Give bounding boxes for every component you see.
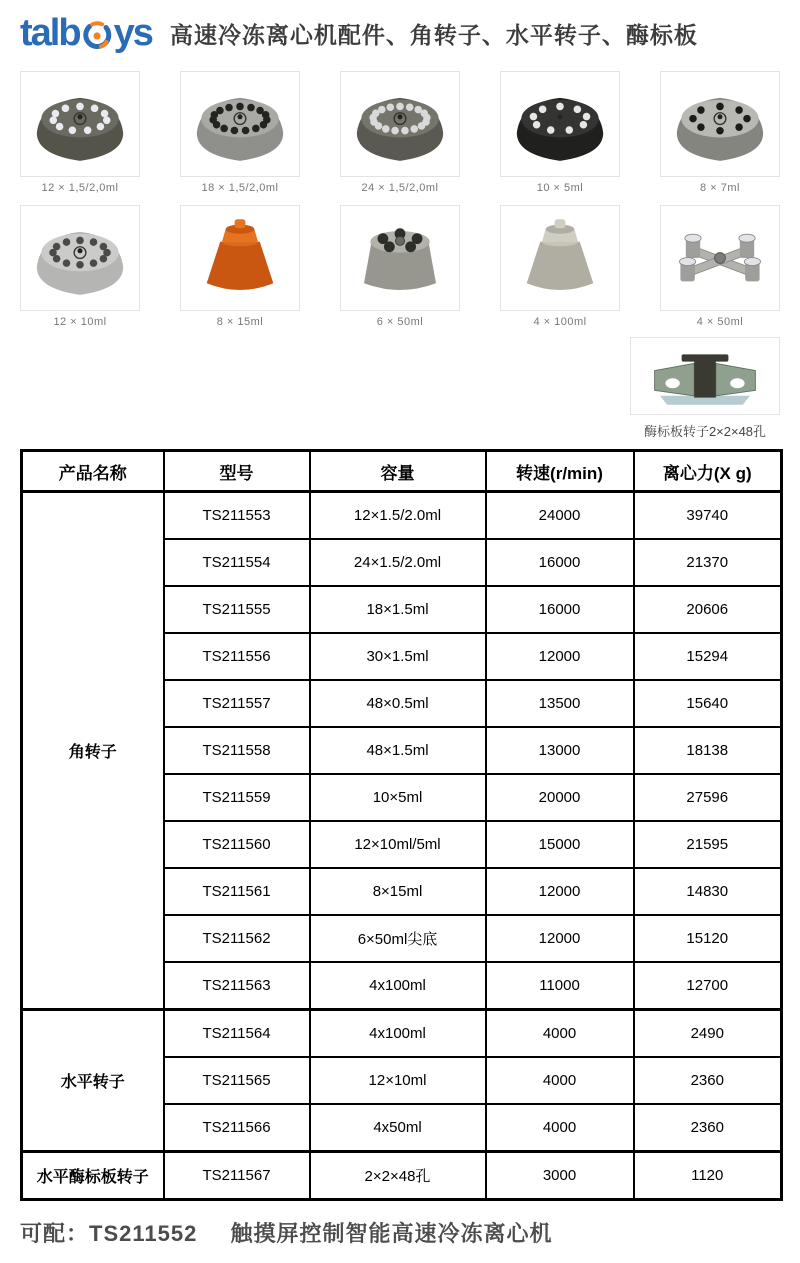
force-cell: 27596 [634, 774, 782, 821]
swing-rotor-icon [666, 211, 774, 305]
model-cell: TS211560 [164, 821, 310, 868]
capacity-cell: 48×1.5ml [310, 727, 486, 774]
microplate-rotor-caption: 酶标板转子2×2×48孔 [643, 424, 767, 439]
capacity-cell: 8×15ml [310, 868, 486, 915]
speed-cell: 16000 [486, 539, 634, 586]
logo-text-right: ys [113, 12, 152, 54]
speed-cell: 20000 [486, 774, 634, 821]
speed-cell: 12000 [486, 868, 634, 915]
model-cell: TS211564 [164, 1010, 310, 1058]
capacity-cell: 2×2×48孔 [310, 1152, 486, 1200]
force-cell: 15294 [634, 633, 782, 680]
product-image [500, 205, 620, 311]
force-cell: 20606 [634, 586, 782, 633]
force-cell: 1120 [634, 1152, 782, 1200]
product-image [340, 71, 460, 177]
force-cell: 2360 [634, 1057, 782, 1104]
angle-rotor-icon [346, 77, 454, 171]
product-caption: 8 × 15ml [216, 316, 264, 328]
footer-machine-name: 触摸屏控制智能高速冷冻离心机 [230, 1221, 553, 1246]
speed-cell: 12000 [486, 633, 634, 680]
table-row [22, 1010, 782, 1058]
product-cell [180, 71, 300, 195]
model-cell: TS211566 [164, 1104, 310, 1152]
table-header-cell: 转速(r/min) [486, 451, 634, 492]
speed-cell: 11000 [486, 962, 634, 1010]
angle-rotor-icon [26, 77, 134, 171]
logo-text-left: talb [20, 12, 80, 54]
table-header-cell: 容量 [310, 451, 486, 492]
force-cell: 39740 [634, 492, 782, 540]
product-cell [180, 205, 300, 329]
speed-cell: 12000 [486, 915, 634, 962]
model-cell: TS211553 [164, 492, 310, 540]
capacity-cell: 12×10ml [310, 1057, 486, 1104]
capacity-cell: 4x100ml [310, 1010, 486, 1058]
microplate-rotor-image [630, 337, 780, 415]
angle-rotor-icon [666, 77, 774, 171]
product-cell [660, 71, 780, 195]
capacity-cell: 6×50ml尖底 [310, 915, 486, 962]
force-cell: 2360 [634, 1104, 782, 1152]
speed-cell: 3000 [486, 1152, 634, 1200]
product-caption: 8 × 7ml [700, 182, 740, 194]
capacity-cell: 18×1.5ml [310, 586, 486, 633]
model-cell: TS211567 [164, 1152, 310, 1200]
product-group-cell: 水平酶标板转子 [22, 1152, 164, 1200]
speed-cell: 4000 [486, 1010, 634, 1058]
product-image [20, 71, 140, 177]
product-image [660, 205, 780, 311]
table-row [22, 1152, 782, 1200]
speed-cell: 24000 [486, 492, 634, 540]
spec-table-body [22, 492, 782, 1200]
table-header-cell: 型号 [164, 451, 310, 492]
product-image [180, 205, 300, 311]
product-image [500, 71, 620, 177]
product-cell [340, 71, 460, 195]
product-group-cell: 角转子 [22, 492, 164, 1010]
product-cell [20, 205, 140, 329]
spec-table-head [22, 451, 782, 492]
force-cell: 21595 [634, 821, 782, 868]
capacity-cell: 4x100ml [310, 962, 486, 1010]
product-image [180, 71, 300, 177]
product-caption: 6 × 50ml [376, 316, 424, 328]
cone-rotor-icon [506, 211, 614, 305]
product-caption: 12 × 10ml [53, 316, 107, 328]
rotor-swirl-icon [81, 20, 113, 52]
force-cell: 21370 [634, 539, 782, 586]
footer-note [20, 1217, 780, 1248]
page-header [20, 8, 780, 58]
product-image [340, 205, 460, 311]
force-cell: 2490 [634, 1010, 782, 1058]
product-caption: 10 × 5ml [536, 182, 584, 194]
microplate-rotor-cell [630, 337, 780, 439]
page-title: 高速冷冻离心机配件、角转子、水平转子、酶标板 [169, 21, 698, 48]
product-caption: 4 × 50ml [696, 316, 744, 328]
capacity-cell: 10×5ml [310, 774, 486, 821]
product-grid [20, 71, 780, 329]
speed-cell: 16000 [486, 586, 634, 633]
capacity-cell: 12×1.5/2.0ml [310, 492, 486, 540]
model-cell: TS211556 [164, 633, 310, 680]
angle-rotor-icon [26, 211, 134, 305]
product-cell [500, 71, 620, 195]
angle-rotor-icon [186, 77, 294, 171]
speed-cell: 4000 [486, 1057, 634, 1104]
speed-cell: 13500 [486, 680, 634, 727]
footer-compatible-model: 可配：TS211552 [20, 1221, 198, 1246]
force-cell: 15120 [634, 915, 782, 962]
product-image [20, 205, 140, 311]
product-cell [660, 205, 780, 329]
force-cell: 14830 [634, 868, 782, 915]
model-cell: TS211562 [164, 915, 310, 962]
force-cell: 12700 [634, 962, 782, 1010]
model-cell: TS211557 [164, 680, 310, 727]
capacity-cell: 4x50ml [310, 1104, 486, 1152]
product-caption: 24 × 1,5/2,0ml [361, 182, 439, 194]
table-row [22, 492, 782, 540]
cone-rotor-icon [186, 211, 294, 305]
model-cell: TS211554 [164, 539, 310, 586]
product-group-cell: 水平转子 [22, 1010, 164, 1152]
model-cell: TS211561 [164, 868, 310, 915]
speed-cell: 13000 [486, 727, 634, 774]
product-caption: 18 × 1,5/2,0ml [201, 182, 279, 194]
cone-rotor-icon [346, 211, 454, 305]
capacity-cell: 12×10ml/5ml [310, 821, 486, 868]
speed-cell: 4000 [486, 1104, 634, 1152]
table-header-row [22, 451, 782, 492]
product-cell [340, 205, 460, 329]
speed-cell: 15000 [486, 821, 634, 868]
spec-table [20, 449, 783, 1201]
model-cell: TS211559 [164, 774, 310, 821]
microplate-rotor-icon [637, 340, 773, 412]
force-cell: 15640 [634, 680, 782, 727]
angle-rotor-icon [506, 77, 614, 171]
talboys-logo [20, 14, 152, 52]
product-cell [20, 71, 140, 195]
model-cell: TS211565 [164, 1057, 310, 1104]
product-image [660, 71, 780, 177]
model-cell: TS211563 [164, 962, 310, 1010]
table-header-cell: 产品名称 [22, 451, 164, 492]
model-cell: TS211555 [164, 586, 310, 633]
product-caption: 12 × 1,5/2,0ml [41, 182, 119, 194]
model-cell: TS211558 [164, 727, 310, 774]
product-cell [500, 205, 620, 329]
product-caption: 4 × 100ml [533, 316, 587, 328]
table-header-cell: 离心力(X g) [634, 451, 782, 492]
microplate-rotor-row [20, 337, 780, 439]
capacity-cell: 24×1.5/2.0ml [310, 539, 486, 586]
capacity-cell: 48×0.5ml [310, 680, 486, 727]
force-cell: 18138 [634, 727, 782, 774]
capacity-cell: 30×1.5ml [310, 633, 486, 680]
